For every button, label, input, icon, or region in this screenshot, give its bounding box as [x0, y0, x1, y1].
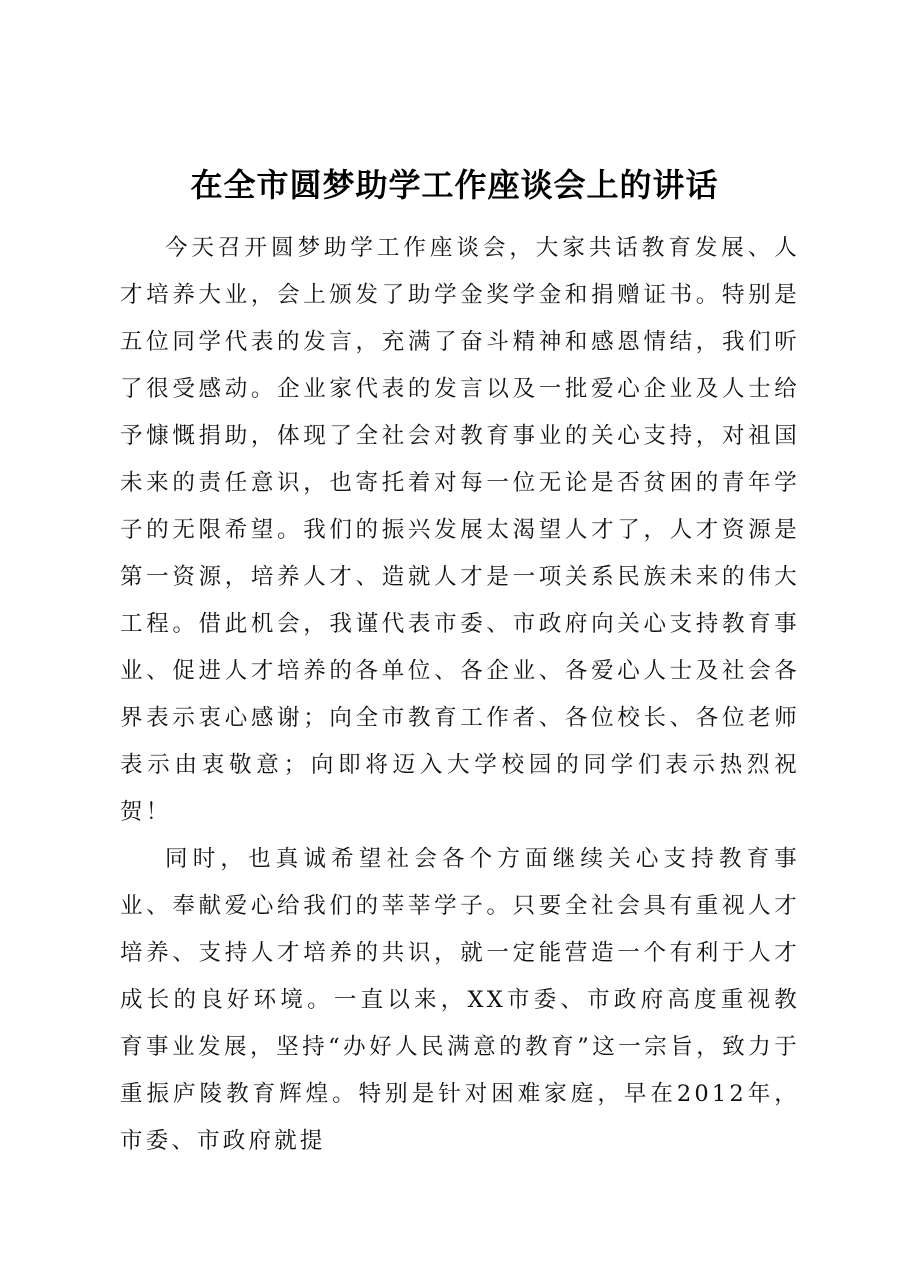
- paragraph-1: 今天召开圆梦助学工作座谈会，大家共话教育发展、人才培养大业，会上颁发了助学金奖学金和捐赠证书。特别是五位同学代表的发言，充满了奋斗精神和感恩情结，我们听了很受感动。企业家代表的发言以及一批爱心企业及人士给予慷慨捐助，体现了全社会对教育事业的关心支持，对祖国未来的责任意识，也寄托着对每一位无论是否贫困的青年学子的无限希望。我们的振兴发展太渴望人才了，人才资源是第一资源，培养人才、造就人才是一项关系民族未来的伟大工程。借此机会，我谨代表市委、市政府向关心支持教育事业、促进人才培养的各单位、各企业、各爱心人士及社会各界表示衷心感谢；向全市教育工作者、各位校长、各位老师表示由衷敬意；向即将迈入大学校园的同学们表示热烈祝贺！: [120, 235, 800, 825]
- document-body: [120, 225, 800, 1165]
- document-title: 在全市圆梦助学工作座谈会上的讲话: [190, 166, 719, 204]
- paragraph-2: 同时，也真诚希望社会各个方面继续关心支持教育事业、奉献爱心给我们的莘莘学子。只要全社会具有重视人才培养、支持人才培养的共识，就一定能营造一个有利于人才成长的良好环境。一直以来，XX市委、市政府高度重视教育事业发展，坚持“办好人民满意的教育”这一宗旨，致力于重振庐陵教育辉煌。特别是针对困难家庭，早在2012年，市委、市政府就提: [120, 846, 800, 1154]
